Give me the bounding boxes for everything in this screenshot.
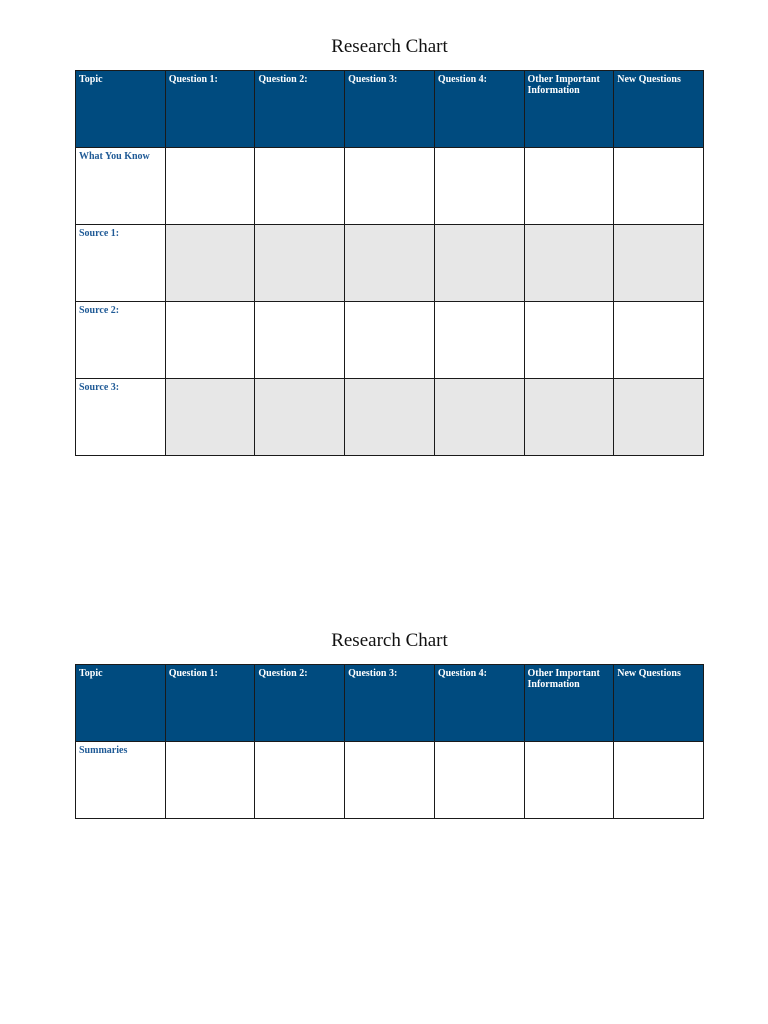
table-cell[interactable] (255, 379, 345, 456)
header-topic: Topic (76, 71, 166, 148)
table-cell[interactable] (345, 379, 435, 456)
header-question-1: Question 1: (165, 665, 255, 742)
table-cell[interactable] (614, 742, 704, 819)
table-cell[interactable] (524, 148, 614, 225)
table-cell[interactable] (165, 225, 255, 302)
header-new-questions: New Questions (614, 665, 704, 742)
header-question-2: Question 2: (255, 71, 345, 148)
research-table (75, 664, 704, 819)
header-other-info: Other Important Information (524, 665, 614, 742)
table-cell[interactable] (524, 225, 614, 302)
table-cell[interactable] (614, 379, 704, 456)
row-label-what-you-know: What You Know (76, 148, 166, 225)
table-cell[interactable] (255, 302, 345, 379)
header-question-3: Question 3: (345, 665, 435, 742)
table-row (76, 148, 704, 225)
header-question-4: Question 4: (434, 665, 524, 742)
table-cell[interactable] (434, 379, 524, 456)
header-row (76, 71, 704, 148)
table-cell[interactable] (255, 148, 345, 225)
table-cell[interactable] (524, 742, 614, 819)
chart-title: Research Chart (331, 630, 448, 651)
table-cell[interactable] (434, 302, 524, 379)
table-cell[interactable] (434, 148, 524, 225)
header-question-4: Question 4: (434, 71, 524, 148)
table-cell[interactable] (614, 148, 704, 225)
header-question-1: Question 1: (165, 71, 255, 148)
table-cell[interactable] (345, 302, 435, 379)
chart-title: Research Chart (331, 36, 448, 57)
table-cell[interactable] (345, 742, 435, 819)
table-cell[interactable] (614, 302, 704, 379)
row-label-source-2: Source 2: (76, 302, 166, 379)
table-cell[interactable] (434, 225, 524, 302)
table-cell[interactable] (165, 302, 255, 379)
row-label-source-3: Source 3: (76, 379, 166, 456)
research-chart-2 (75, 628, 704, 819)
table-cell[interactable] (524, 379, 614, 456)
table-cell[interactable] (255, 225, 345, 302)
table-row (76, 302, 704, 379)
table-cell[interactable] (255, 742, 345, 819)
table-row (76, 742, 704, 819)
table-cell[interactable] (165, 742, 255, 819)
table-row (76, 379, 704, 456)
header-new-questions: New Questions (614, 71, 704, 148)
header-row (76, 665, 704, 742)
table-row (76, 225, 704, 302)
table-cell[interactable] (524, 302, 614, 379)
research-chart-1 (75, 34, 704, 456)
row-label-source-1: Source 1: (76, 225, 166, 302)
table-cell[interactable] (165, 148, 255, 225)
row-label-summaries: Summaries (76, 742, 166, 819)
header-question-3: Question 3: (345, 71, 435, 148)
table-cell[interactable] (434, 742, 524, 819)
table-cell[interactable] (345, 225, 435, 302)
table-cell[interactable] (614, 225, 704, 302)
header-topic: Topic (76, 665, 166, 742)
table-cell[interactable] (345, 148, 435, 225)
header-question-2: Question 2: (255, 665, 345, 742)
header-other-info: Other Important Information (524, 71, 614, 148)
table-cell[interactable] (165, 379, 255, 456)
research-table (75, 70, 704, 456)
